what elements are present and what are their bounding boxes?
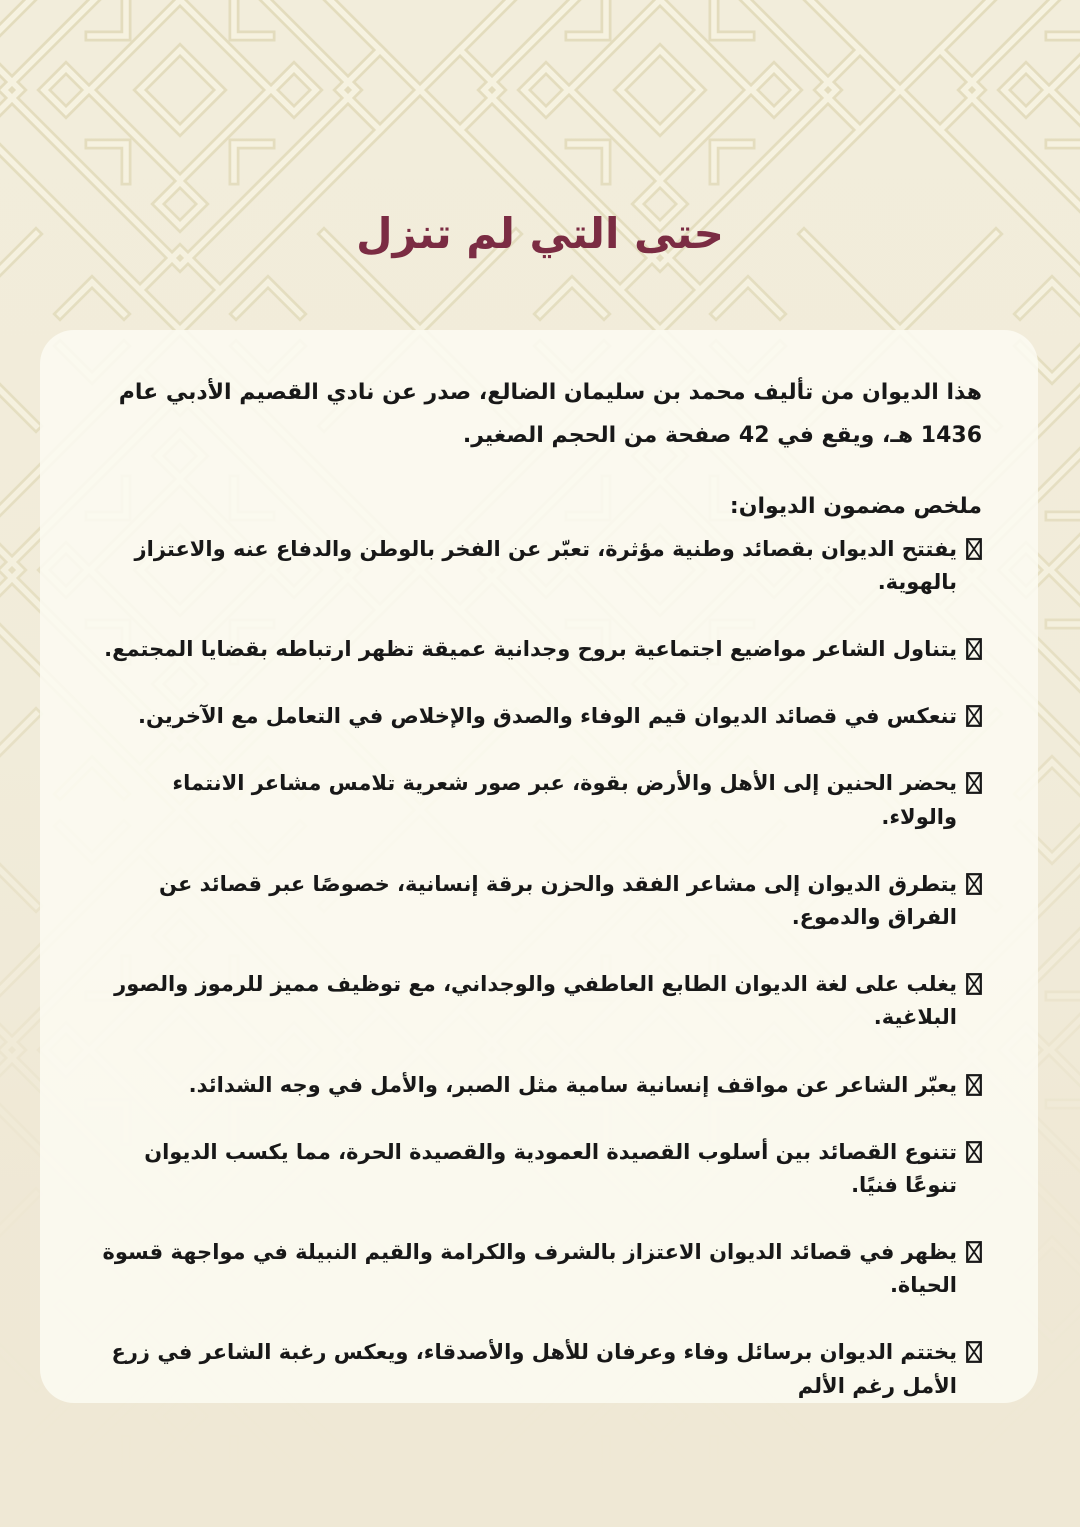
bullet-text: يفتتح الديوان بقصائد وطنية مؤثرة، تعبّر عن الفخر بالوطن والدفاع عنه والاعتزاز بالهوية.	[134, 536, 957, 594]
content-card	[40, 330, 1038, 1403]
bullet-text: تتنوع القصائد بين أسلوب القصيدة العمودية والقصيدة الحرة، مما يكسب الديوان تنوعًا فنيًا.	[144, 1139, 957, 1197]
missing-glyph-box-x-icon	[966, 538, 982, 560]
missing-glyph-box-x-icon	[966, 1341, 982, 1363]
list-item	[90, 633, 982, 666]
intro-paragraph: هذا الديوان من تأليف محمد بن سليمان الضالع، صدر عن نادي القصيم الأدبي عام 1436 هـ، ويقع في 42 صفحة من الحجم الصغير.	[118, 380, 982, 448]
missing-glyph-box-x-icon	[966, 1141, 982, 1163]
list-item	[90, 1336, 982, 1402]
bullet-list	[90, 533, 982, 1403]
list-item	[90, 533, 982, 599]
list-item	[90, 700, 982, 733]
list-item	[90, 868, 982, 934]
bullet-text: يتناول الشاعر مواضيع اجتماعية بروح وجدانية عميقة تظهر ارتباطه بقضايا المجتمع.	[104, 637, 957, 662]
missing-glyph-box-x-icon	[966, 772, 982, 794]
missing-glyph-box-x-icon	[966, 873, 982, 895]
list-item	[90, 1236, 982, 1302]
bullet-text: يختتم الديوان برسائل وفاء وعرفان للأهل والأصدقاء، ويعكس رغبة الشاعر في زرع الأمل رغم الألم	[111, 1340, 957, 1398]
bullet-text: يظهر في قصائد الديوان الاعتزاز بالشرف والكرامة والقيم النبيلة في مواجهة قسوة الحياة.	[102, 1240, 957, 1298]
missing-glyph-box-x-icon	[966, 973, 982, 995]
bullet-text: يعبّر الشاعر عن مواقف إنسانية سامية مثل الصبر، والأمل في وجه الشدائد.	[188, 1072, 957, 1097]
list-item	[90, 1069, 982, 1102]
list-item	[90, 1136, 982, 1202]
bullet-text: يحضر الحنين إلى الأهل والأرض بقوة، عبر صور شعرية تلامس مشاعر الانتماء والولاء.	[172, 771, 957, 829]
list-item	[90, 968, 982, 1034]
bullet-text: يغلب على لغة الديوان الطابع العاطفي والوجداني، مع توظيف مميز للرموز والصور البلاغية.	[114, 972, 957, 1030]
missing-glyph-box-x-icon	[966, 1074, 982, 1096]
missing-glyph-box-x-icon	[966, 1241, 982, 1263]
bullet-text: يتطرق الديوان إلى مشاعر الفقد والحزن برقة إنسانية، خصوصًا عبر قصائد عن الفراق والدموع.	[159, 871, 957, 929]
missing-glyph-box-x-icon	[966, 638, 982, 660]
summary-heading: ملخص مضمون الديوان:	[729, 493, 982, 519]
bullet-text: تنعكس في قصائد الديوان قيم الوفاء والصدق والإخلاص في التعامل مع الآخرين.	[138, 704, 957, 729]
page-title: حتى التي لم تنزل	[356, 209, 724, 258]
list-item	[90, 767, 982, 833]
missing-glyph-box-x-icon	[966, 705, 982, 727]
